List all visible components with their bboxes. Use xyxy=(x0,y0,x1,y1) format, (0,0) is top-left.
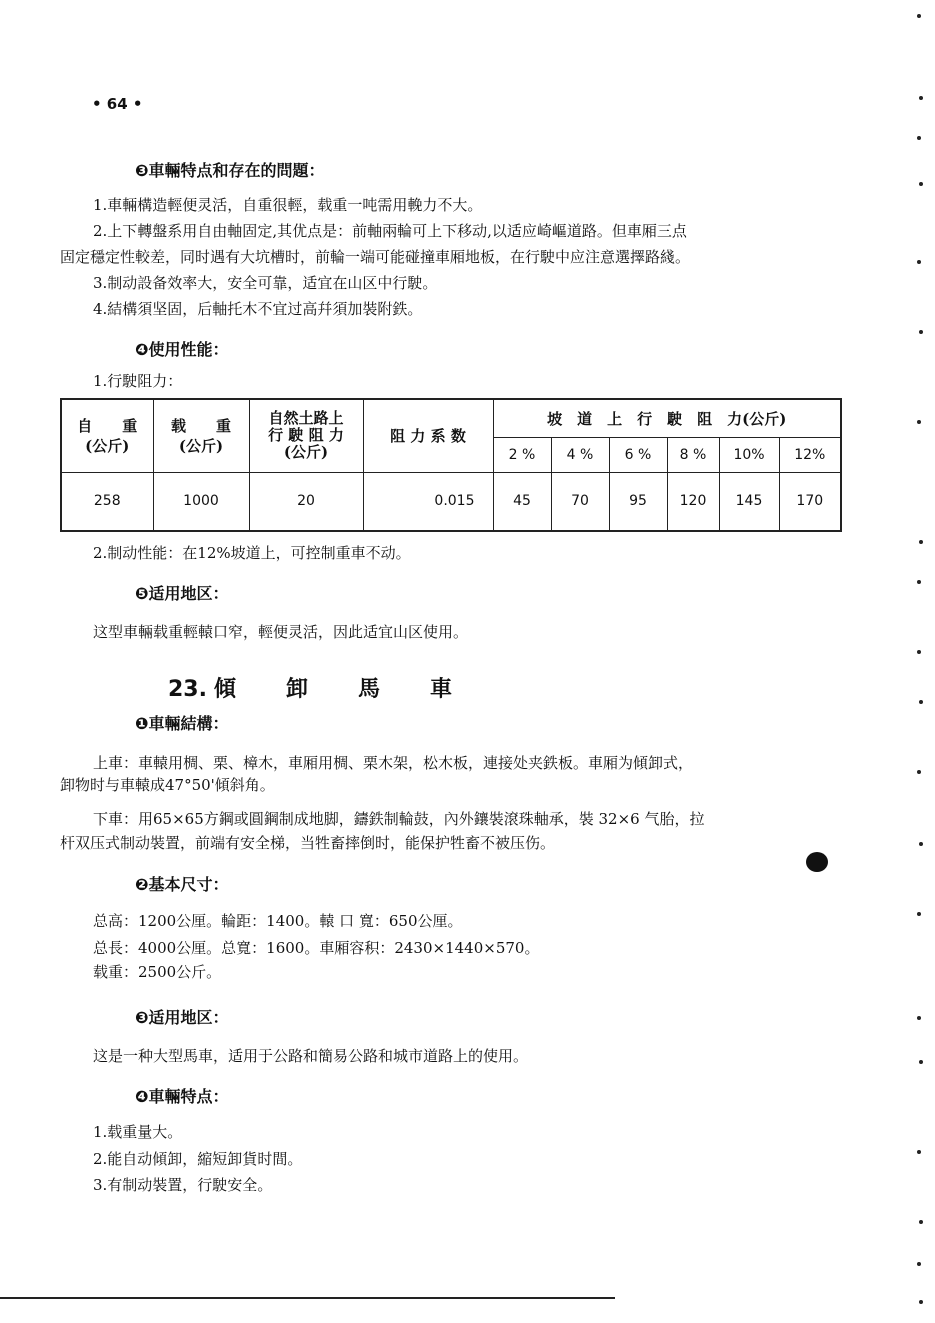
bottom-rule xyxy=(0,1297,615,1299)
paragraph-line: 这是一种大型馬車，适用于公路和簡易公路和城市道路上的使用。 xyxy=(93,1047,529,1065)
paragraph-line: 总高：1200公厘。輪距：1400。轅 口 寬：650公厘。 xyxy=(93,912,463,930)
hole-dot xyxy=(917,580,921,584)
section-heading-vehicle-features: ❸車輛特点和存在的問題： xyxy=(135,161,325,180)
header-self-weight xyxy=(61,399,153,472)
cell-load: 1000 xyxy=(153,472,249,531)
cell-coefficient: 0.015 xyxy=(363,472,493,531)
hole-dot xyxy=(917,770,921,774)
grade-cell: 10% xyxy=(719,438,779,473)
paragraph-line: 载重：2500公斤。 xyxy=(93,963,222,981)
paragraph-line: 这型車輛载重輕轅口窄，輕便灵活，因此适宜山区使用。 xyxy=(93,623,469,641)
hole-dot xyxy=(919,700,923,704)
header-self-weight-label: 自 重 xyxy=(77,416,138,435)
cell-slope: 45 xyxy=(493,472,551,531)
grade-cell: 4 % xyxy=(551,438,609,473)
hole-dot xyxy=(917,136,921,140)
hole-dot xyxy=(917,1262,921,1266)
paragraph-line: 下車：用65×65方鋼或圓鋼制成地脚，鑄鉄制輪鼓，內外鑲裝滾珠軸承，裝 32×6 气胎，拉 xyxy=(93,810,705,828)
list-item: 2.能自动傾卸，縮短卸貨时間。 xyxy=(93,1150,303,1168)
title-char: 傾 xyxy=(214,677,237,702)
section-heading-region-2: ❸适用地区： xyxy=(135,1008,229,1027)
hole-dot xyxy=(919,96,923,100)
title-char: 馬 xyxy=(358,677,381,702)
resistance-table xyxy=(60,398,842,532)
binding-holes xyxy=(895,0,935,1323)
hole-dot xyxy=(919,540,923,544)
hole-dot xyxy=(919,182,923,186)
list-item: 3.有制动裝置，行駛安全。 xyxy=(93,1176,273,1194)
cell-self-weight: 258 xyxy=(61,472,153,531)
grade-cell: 8 % xyxy=(667,438,719,473)
subheading-braking: 2.制动性能：在12%坡道上，可控制重車不动。 xyxy=(93,544,411,562)
hole-dot xyxy=(917,1016,921,1020)
grade-cell: 6 % xyxy=(609,438,667,473)
paragraph-line: 卸物时与車轅成47°50'傾斜角。 xyxy=(60,776,275,794)
chapter-number: 23. xyxy=(168,677,207,702)
paragraph-line: 4.結構須坚固，后軸托木不宜过高幷須加裝附鉄。 xyxy=(93,300,423,318)
header-self-weight-unit: (公斤) xyxy=(85,436,130,455)
list-item: 1.载重量大。 xyxy=(93,1123,183,1141)
hole-dot xyxy=(917,912,921,916)
header-load-unit: (公斤) xyxy=(178,436,224,455)
page-number: • 64 • xyxy=(92,95,143,113)
section-heading-dimensions: ❷基本尺寸： xyxy=(135,875,229,894)
header-dirt-unit: (公斤) xyxy=(283,443,329,462)
hole-dot xyxy=(917,14,921,18)
section-heading-performance: ❹使用性能： xyxy=(135,340,229,359)
hole-dot xyxy=(919,842,923,846)
chapter-title xyxy=(168,672,502,703)
hole-dot xyxy=(919,1300,923,1304)
section-heading-region: ❺适用地区： xyxy=(135,584,229,603)
section-heading-features: ❹車輛特点： xyxy=(135,1087,229,1106)
grade-cell: 2 % xyxy=(493,438,551,473)
cell-dirt: 20 xyxy=(249,472,363,531)
hole-dot xyxy=(917,420,921,424)
hole-dot xyxy=(917,260,921,264)
cell-slope: 120 xyxy=(667,472,719,531)
cell-slope: 170 xyxy=(779,472,841,531)
paragraph-line: 杆双压式制动裝置，前端有安全梯，当牲畜摔倒时，能保护牲畜不被压伤。 xyxy=(60,834,556,852)
header-slope-resistance: 坡 道 上 行 駛 阻 力(公斤) xyxy=(493,399,841,438)
paragraph-line: 1.車輛構造輕便灵活，自重很輕，载重一吨需用輓力不大。 xyxy=(93,196,483,214)
paragraph-line: 3.制动設备效率大，安全可靠，适宜在山区中行駛。 xyxy=(93,274,438,292)
title-char: 卸 xyxy=(286,677,309,702)
cell-slope: 145 xyxy=(719,472,779,531)
paragraph-line: 2.上下轉盤系用自由軸固定,其优点是：前軸兩輪可上下移动,以适应崎嶇道路。但車厢三点 xyxy=(93,222,687,240)
paragraph-line: 固定穩定性較差，同时遇有大坑槽时，前輪一端可能碰撞車厢地板，在行駛中应注意選擇路綫。 xyxy=(60,248,691,266)
section-heading-structure: ❶車輛結構： xyxy=(135,714,229,733)
cell-slope: 95 xyxy=(609,472,667,531)
title-char: 車 xyxy=(430,677,453,702)
header-coefficient: 阻 力 系 数 xyxy=(363,399,493,472)
subheading-resistance: 1.行駛阻力： xyxy=(93,372,183,390)
header-dirt-line1: 自然土路上 xyxy=(268,409,344,428)
hole-dot xyxy=(919,330,923,334)
paragraph-line: 总長：4000公厘。总寬：1600。車厢容积：2430×1440×570。 xyxy=(93,939,540,957)
hole-dot xyxy=(919,1060,923,1064)
hole-dot xyxy=(917,1150,921,1154)
hole-dot xyxy=(919,1220,923,1224)
header-load xyxy=(153,399,249,472)
paragraph-line: 上車：車轅用椆、栗、樟木，車厢用椆、栗木架，松木板，連接处夹鉄板。車厢为傾卸式， xyxy=(93,754,694,772)
header-dirt-road-resistance xyxy=(249,399,363,472)
grade-cell: 12% xyxy=(779,438,841,473)
ink-blot xyxy=(806,852,828,872)
header-load-label: 载 重 xyxy=(170,416,231,435)
cell-slope: 70 xyxy=(551,472,609,531)
header-dirt-line2: 行 駛 阻 力 xyxy=(268,426,344,445)
hole-dot xyxy=(917,650,921,654)
